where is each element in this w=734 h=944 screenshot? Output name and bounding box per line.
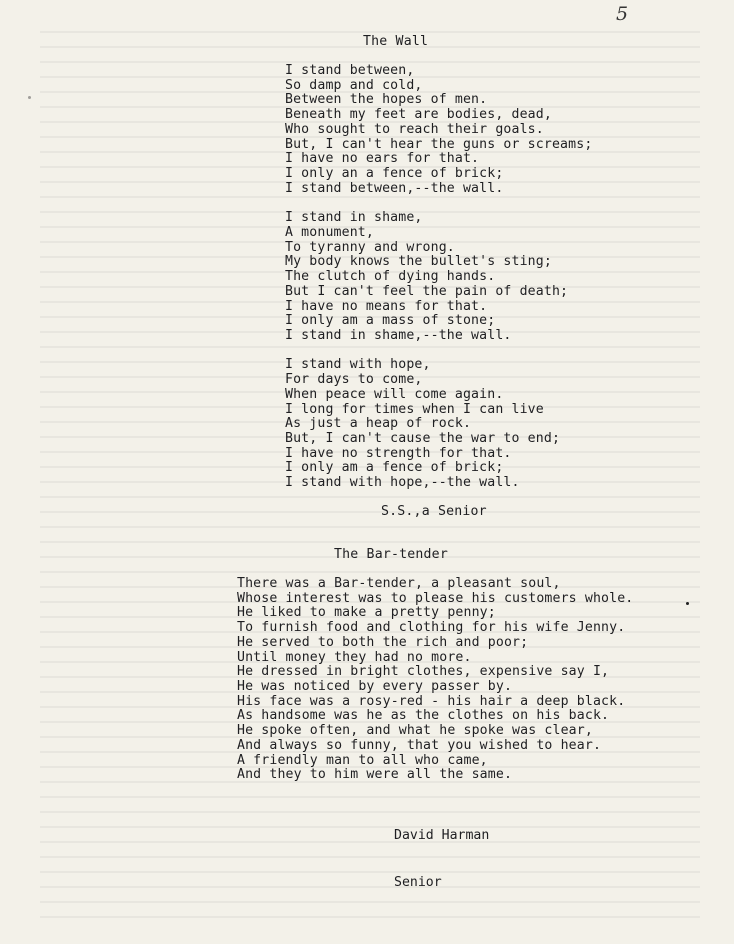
poem-line: I long for times when I can live [285,401,544,417]
poem-line: I stand between, [285,63,415,78]
byline-the-wall: S.S.,a Senior [381,504,487,519]
page-number: 5 [616,3,629,25]
poem-title-the-bar-tender: The Bar-tender [334,547,448,562]
poem-line: He was noticed by every passer by. [237,679,513,695]
poem-line: As just a heap of rock. [285,416,472,432]
poem-line: And always so funny, that you wished to hear. [237,737,602,753]
poem-line: He dressed in bright clothes, expensive say I, [237,664,610,680]
poem-line: I have no means for that. [285,298,488,314]
poem-line: He served to both the rich and poor; [237,634,529,650]
poem-line: Whose interest was to please his customers whole. [237,590,634,606]
poem-line: I only am a fence of brick; [285,460,504,476]
poem-line: I stand in shame,--the wall. [285,327,512,343]
poem-line: For days to come, [285,372,423,388]
poem-line: To furnish food and clothing for his wife Jenny. [237,620,626,636]
poem-line: My body knows the bullet's sting; [285,254,552,270]
poem-line: There was a Bar-tender, a pleasant soul, [237,576,561,591]
poem-line: I stand between,--the wall. [285,180,504,196]
poem-line: I only an a fence of brick; [285,166,504,182]
poem-line: A monument, [285,224,374,240]
poem-line: Until money they had no more. [237,649,472,665]
poem-line: But I can't feel the pain of death; [285,283,569,299]
stanza-break [285,196,592,211]
poem-line: When peace will come again. [285,386,504,402]
poem-line: I only am a mass of stone; [285,313,496,329]
poem-line: To tyranny and wrong. [285,239,455,255]
poem-line: Who sought to reach their goals. [285,121,544,137]
poem-line: A friendly man to all who came, [237,752,488,768]
poem-line: He liked to make a pretty penny; [237,605,496,621]
poem-line: Beneath my feet are bodies, dead, [285,107,552,123]
poem-line: I have no strength for that. [285,445,512,461]
author-name: David Harman [394,828,490,843]
poem-line: His face was a rosy-red - his hair a deep black. [237,693,626,709]
poem-line: He spoke often, and what he spoke was clear, [237,723,593,739]
author-signature [394,797,489,921]
poem-line: But, I can't cause the war to end; [285,430,561,446]
poem-line: Between the hopes of men. [285,92,488,108]
stray-mark [28,96,31,99]
poem-title-the-wall: The Wall [363,34,429,49]
author-class: Senior [394,874,442,890]
poem-line: I stand in shame, [285,210,423,226]
poem-the-bar-tender [237,577,633,783]
poem-line: But, I can't hear the guns or screams; [285,136,593,152]
poem-line: As handsome was he as the clothes on his back. [237,708,610,724]
stray-mark [686,602,689,605]
poem-line: So damp and cold, [285,77,423,93]
stanza-break [285,344,592,359]
poem-the-wall [285,64,592,491]
poem-line: I stand with hope, [285,357,431,373]
poem-line: And they to him were all the same. [237,767,513,783]
poem-line: The clutch of dying hands. [285,269,496,285]
poem-line: I stand with hope,--the wall. [285,475,520,491]
poem-line: I have no ears for that. [285,151,480,167]
